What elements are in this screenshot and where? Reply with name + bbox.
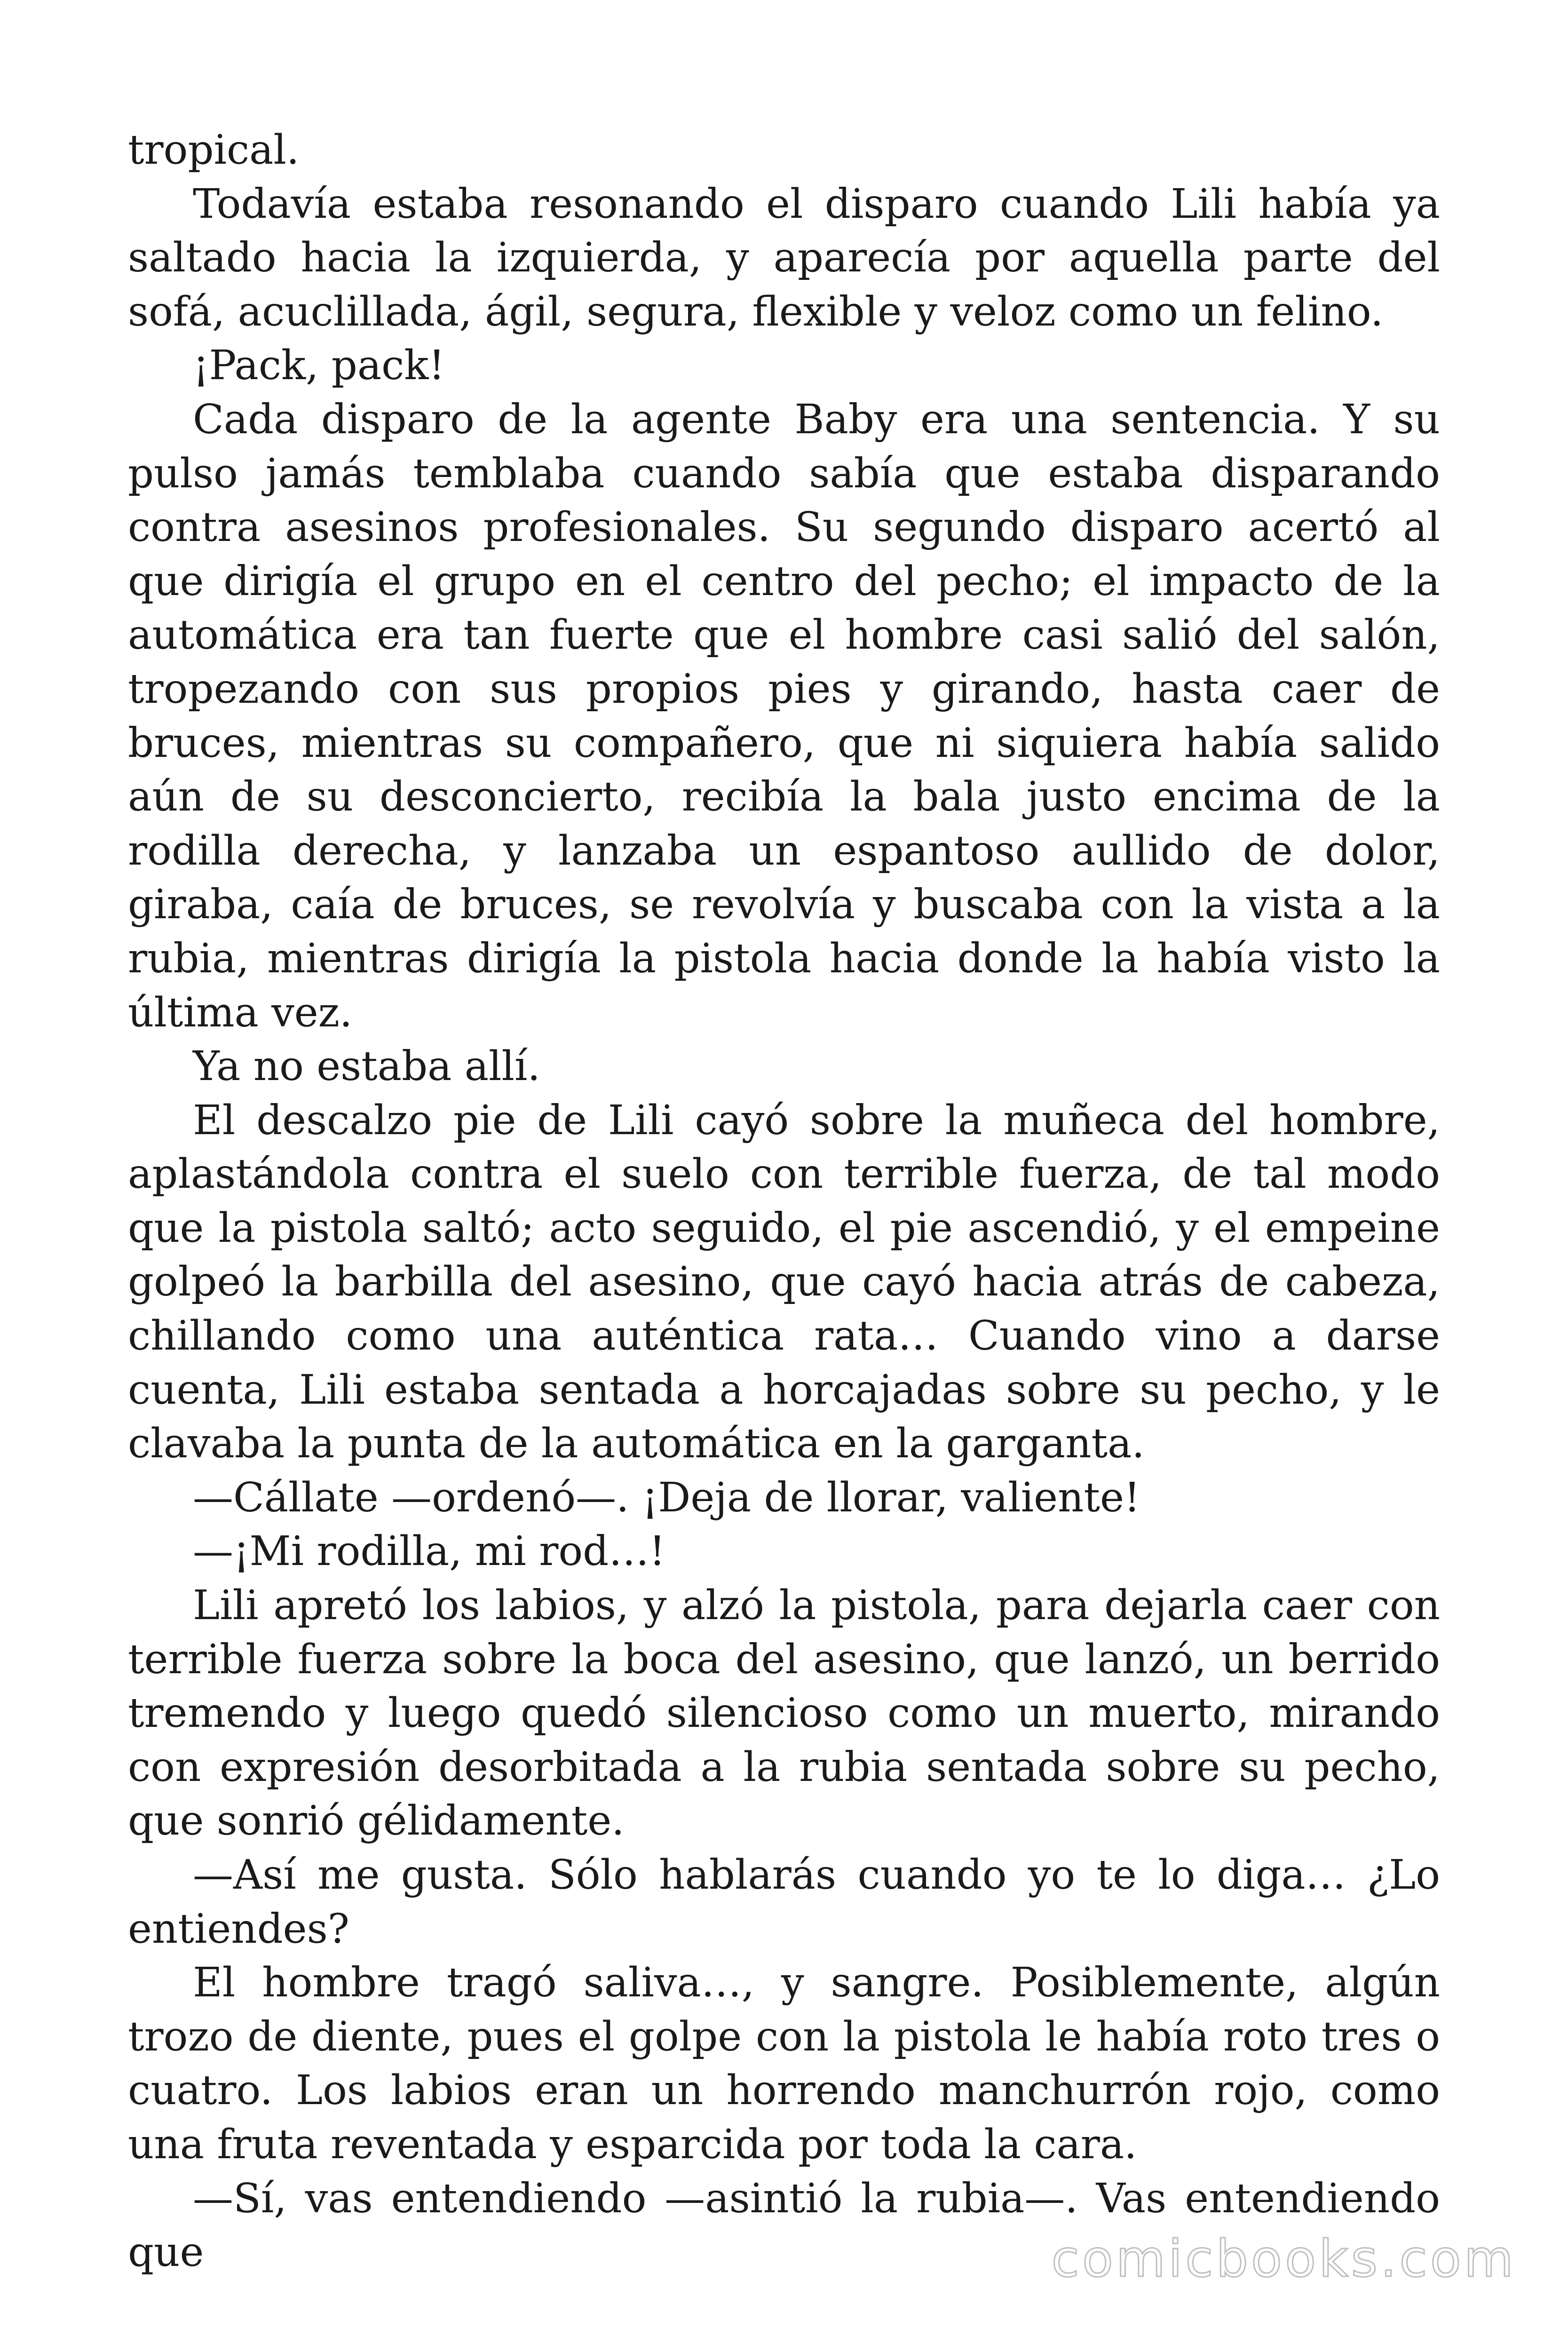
dialogue-paragraph: —Cállate —ordenó—. ¡Deja de llorar, valiente! <box>193 1474 1140 1521</box>
paragraph-continuation: tropical. <box>128 127 300 174</box>
paragraph: ¡Pack, pack! <box>193 342 445 389</box>
site-watermark: comicbooks.com <box>1051 2230 1516 2288</box>
dialogue-paragraph: —Sí, vas entendiendo —asintió la rubia—. Vas entendiendo que <box>128 2175 1440 2276</box>
paragraph: Ya no estaba allí. <box>193 1043 540 1090</box>
paragraph: El descalzo pie de Lili cayó sobre la muñeca del hombre, aplastándola contra el suelo con terrible fuerza, de tal modo que la pistola saltó; acto seguido, el pie ascendió, y el empeine golpeó la barbilla del asesino, que cayó hacia atrás de cabeza, chillando como una auténtica rata… Cuando vino a darse cuenta, Lili estaba sentada a horcajadas sobre su pecho, y le clavaba la punta de la automática en la garganta. <box>128 1097 1440 1468</box>
dialogue-paragraph: —Así me gusta. Sólo hablarás cuando yo te lo diga… ¿Lo entiendes? <box>128 1851 1440 1953</box>
page-text <box>128 123 1440 2280</box>
paragraph: Todavía estaba resonando el disparo cuando Lili había ya saltado hacia la izquierda, y aparecía por aquella parte del sofá, acuclillada, ágil, segura, flexible y veloz como un felino. <box>128 180 1440 335</box>
paragraph: El hombre tragó saliva…, y sangre. Posiblemente, algún trozo de diente, pues el golpe con la pistola le había roto tres o cuatro. Los labios eran un horrendo manchurrón rojo, como una fruta reventada y esparcida por toda la cara. <box>128 1959 1440 2168</box>
paragraph: Lili apretó los labios, y alzó la pistola, para dejarla caer con terrible fuerza sobre la boca del asesino, que lanzó, un berrido tremendo y luego quedó silencioso como un muerto, mirando con expresión desorbitada a la rubia sentada sobre su pecho, que sonrió gélidamente. <box>128 1582 1440 1845</box>
paragraph: Cada disparo de la agente Baby era una sentencia. Y su pulso jamás temblaba cuando sabía que estaba disparando contra asesinos profesionales. Su segundo disparo acertó al que dirigía el grupo en el centro del pecho; el impacto de la automática era tan fuerte que el hombre casi salió del salón, tropezando con sus propios pies y girando, hasta caer de bruces, mientras su compañero, que ni siquiera había salido aún de su desconcierto, recibía la bala justo encima de la rodilla derecha, y lanzaba un espantoso aullido de dolor, giraba, caía de bruces, se revolvía y buscaba con la vista a la rubia, mientras dirigía la pistola hacia donde la había visto la última vez. <box>128 396 1440 1036</box>
dialogue-paragraph: —¡Mi rodilla, mi rod…! <box>193 1528 665 1575</box>
